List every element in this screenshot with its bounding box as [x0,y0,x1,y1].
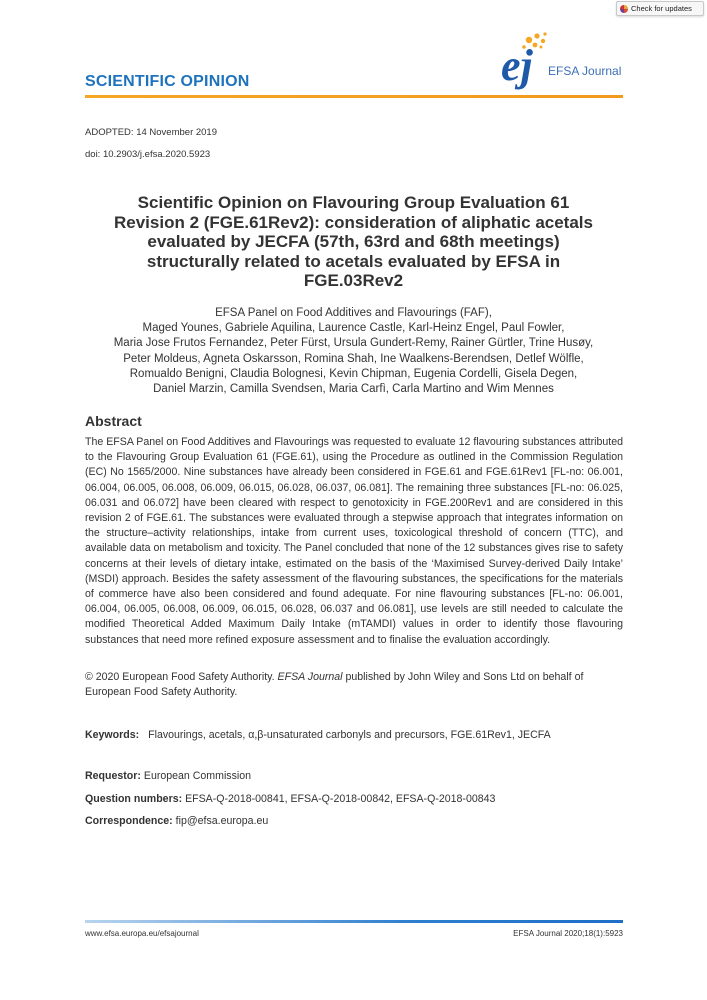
requestor-label: Requestor: [85,770,141,782]
author-line: EFSA Panel on Food Additives and Flavourings (FAF), [215,307,492,319]
author-line: Maria Jose Frutos Fernandez, Peter Fürst, Ursula Gundert-Remy, Rainer Gürtler, Trine Husøy, [113,337,594,350]
author-line: Peter Moldeus, Agneta Oskarsson, Romina Shah, Ine Waalkens-Berendsen, Detlef Wölfle, [123,352,584,365]
logo-mark: ej [501,41,533,90]
footer-divider [85,920,623,923]
journal-citation: EFSA Journal 2020;18(1):5923 [513,929,623,938]
copyright-journal: EFSA Journal [277,671,343,683]
adopted-date: ADOPTED: 14 November 2019 [85,127,218,138]
journal-url[interactable]: www.efsa.europa.eu/efsajournal [85,929,199,938]
keywords-value: Flavourings, acetals, α,β-unsaturated carbonyls and precursors, FGE.61Rev1, JECFA [148,729,551,741]
abstract-body: The EFSA Panel on Food Additives and Flavourings was requested to evaluate 12 flavouring substances attributed to the Flavouring Group Evaluation 61 (FGE.61), using the Procedure as outlined in the Commission Regulation (EC) No 1565/2000. Nine substances have already been considered in FGE.61 and FGE.61Rev1 [FL-no: 06.001, 06.004, 06.005, 06.008, 06.009, 06.015, 06.028, 06.037, 06.081]. The remaining three substances [FL-no: 06.025, 06.031 and 06.072] have been cleared with respect to genotoxicity in FGE.200Rev1 and are considered in this revision 2 of FGE.61. The substances were evaluated through a stepwise approach that integrates information on the structure–activity relationships, intake from current uses, toxicological threshold of concern (TTC), and available data on metabolism and toxicity. The Panel concluded that none of the 12 substances gives rise to safety concerns at their levels of dietary intake, estimated on the basis of the ‘Maximised Survey-derived Daily Intake’ (MSDI) approach. Besides the safety assessment of the flavouring substances, the specifications for the materials of commerce have also been considered and found adequate. For nine flavouring substances [FL-no: 06.001, 06.004, 06.005, 06.008, 06.009, 06.015, 06.028, 06.037 and 06.081], use levels are still needed to calculate the modified Theoretical Added Maximum Daily Intake (mTAMDI) values in order to identify those flavouring substances that need more refined exposure assessment and to finalise the evaluation accordingly. [85,436,623,646]
section-label: SCIENTIFIC OPINION [85,73,250,90]
question-numbers-label: Question numbers: [85,793,183,805]
author-list [90,306,617,397]
keywords [85,729,551,741]
correspondence [85,815,268,827]
copyright-suffix: published by John Wiley and Sons Ltd on behalf of European Food Safety Authority. [85,671,584,699]
header-divider [85,95,623,98]
requestor [85,770,251,782]
crossmark-icon [620,5,628,13]
doi[interactable]: doi: 10.2903/j.efsa.2020.5923 [85,149,211,160]
efsa-journal-logo [493,30,628,90]
copyright-prefix: © 2020 European Food Safety Authority. [85,671,275,683]
correspondence-label: Correspondence: [85,815,173,827]
author-line: Romualdo Benigni, Claudia Bolognesi, Kevin Chipman, Eugenia Cordelli, Gisela Degen, [129,367,578,380]
question-numbers [85,793,495,805]
author-line: Maged Younes, Gabriele Aquilina, Laurence Castle, Karl-Heinz Engel, Paul Fowler, [142,322,565,335]
check-for-updates-button[interactable] [616,1,704,16]
keywords-label: Keywords: [85,729,140,741]
author-line: Daniel Marzin, Camilla Svendsen, Maria Carfì, Carla Martino and Wim Mennes [153,383,554,396]
copyright-notice [85,670,623,700]
paper-title: Scientific Opinion on Flavouring Group Evaluation 61 Revision 2 (FGE.61Rev2): consideration of aliphatic acetals evaluated by JECFA (57th, 63rd and 68th meetings) structurally related to acetals evaluated by EFSA in FGE.03Rev2 [114,193,593,290]
requestor-value: European Commission [143,770,252,782]
abstract-heading: Abstract [85,413,142,429]
journal-name: EFSA Journal [548,64,622,78]
question-numbers-value: EFSA-Q-2018-00841, EFSA-Q-2018-00842, EFSA-Q-2018-00843 [185,793,496,805]
correspondence-email[interactable]: fip@efsa.europa.eu [175,815,269,827]
check-for-updates-label: Check for updates [631,4,692,13]
